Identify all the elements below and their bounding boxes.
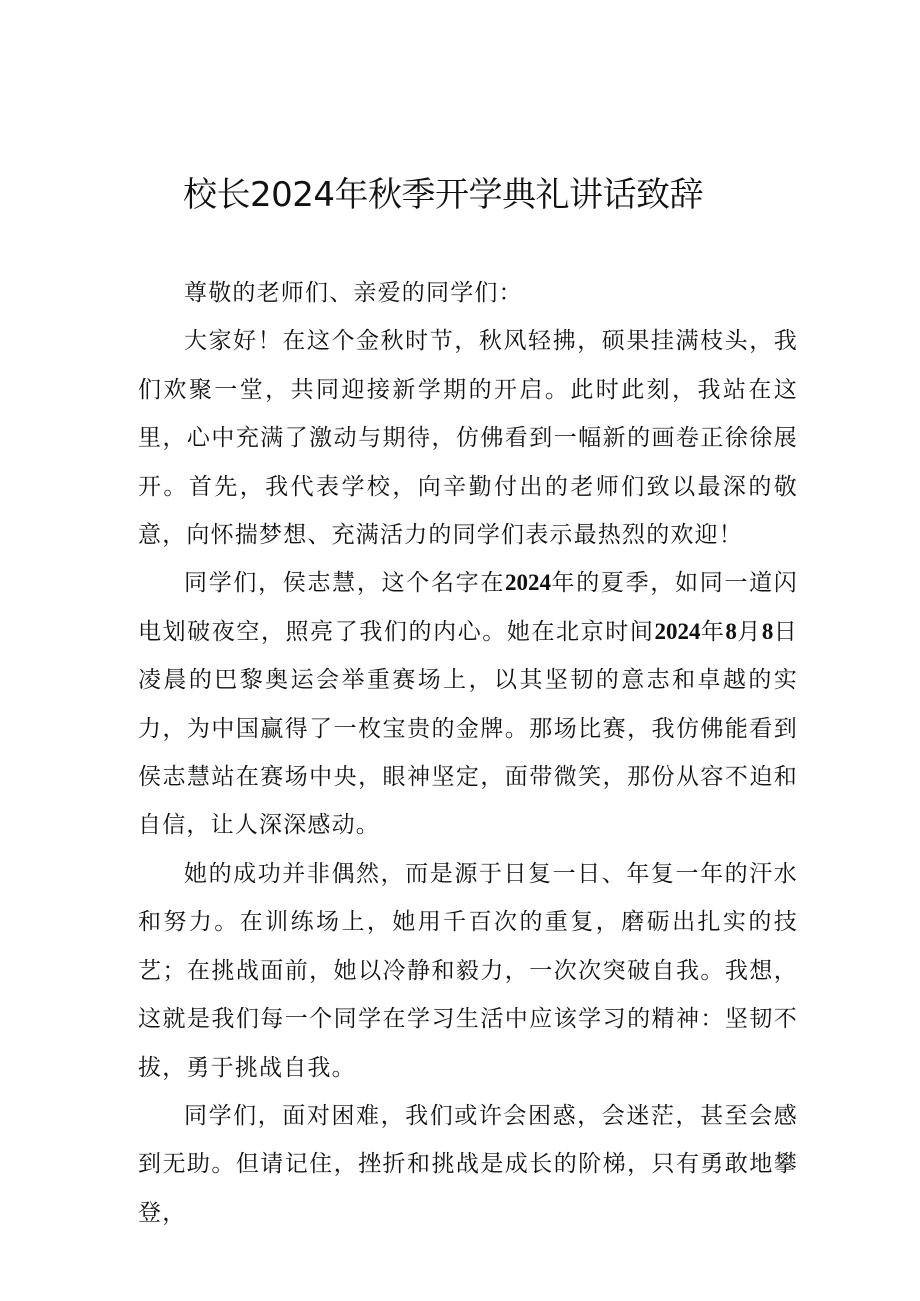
number-text: 2024 [654, 618, 701, 644]
salutation: 尊敬的老师们、亲爱的同学们： [184, 280, 523, 306]
number-text: 8 [761, 618, 774, 644]
document-body [138, 269, 798, 1237]
paragraph-hou-zhihui: 同学们，侯志慧，这个名字在2024年的夏季，如同一道闪电划破夜空，照亮了我们的内心。她在北京时间2024年8月8日凌晨的巴黎奥运会举重赛场上，以其坚韧的意志和卓越的实力，为中国赢得了一枚宝贵的金牌。那场比赛，我仿佛能看到侯志慧站在赛场中央，眼神坚定，面带微笑，那份从容不迫和自信，让人深深感动。 [138, 570, 798, 839]
paragraph-challenges: 同学们，面对困难，我们或许会困惑，会迷茫，甚至会感到无助。但请记住，挫折和挑战是成长的阶梯，只有勇敢地攀登， [138, 1102, 798, 1226]
paragraph-perseverance: 她的成功并非偶然，而是源于日复一日、年复一年的汗水和努力。在训练场上，她用千百次的重复，磨砺出扎实的技艺；在挑战面前，她以冷静和毅力，一次次突破自我。我想，这就是我们每一个同学在学习生活中应该学习的精神：坚韧不拔，勇于挑战自我。 [138, 860, 798, 1081]
number-text: 8 [725, 618, 737, 644]
paragraph-welcome: 大家好！在这个金秋时节，秋风轻拂，硕果挂满枝头，我们欢聚一堂，共同迎接新学期的开启。此时此刻，我站在这里，心中充满了激动与期待，仿佛看到一幅新的画卷正徐徐展开。首先，我代表学校，向辛勤付出的老师们致以最深的敬意，向怀揣梦想、充满活力的同学们表示最热烈的欢迎！ [138, 328, 798, 549]
number-text: 2024 [505, 570, 552, 596]
document-title: 校长2024年秋季开学典礼讲话致辞 [183, 175, 704, 215]
